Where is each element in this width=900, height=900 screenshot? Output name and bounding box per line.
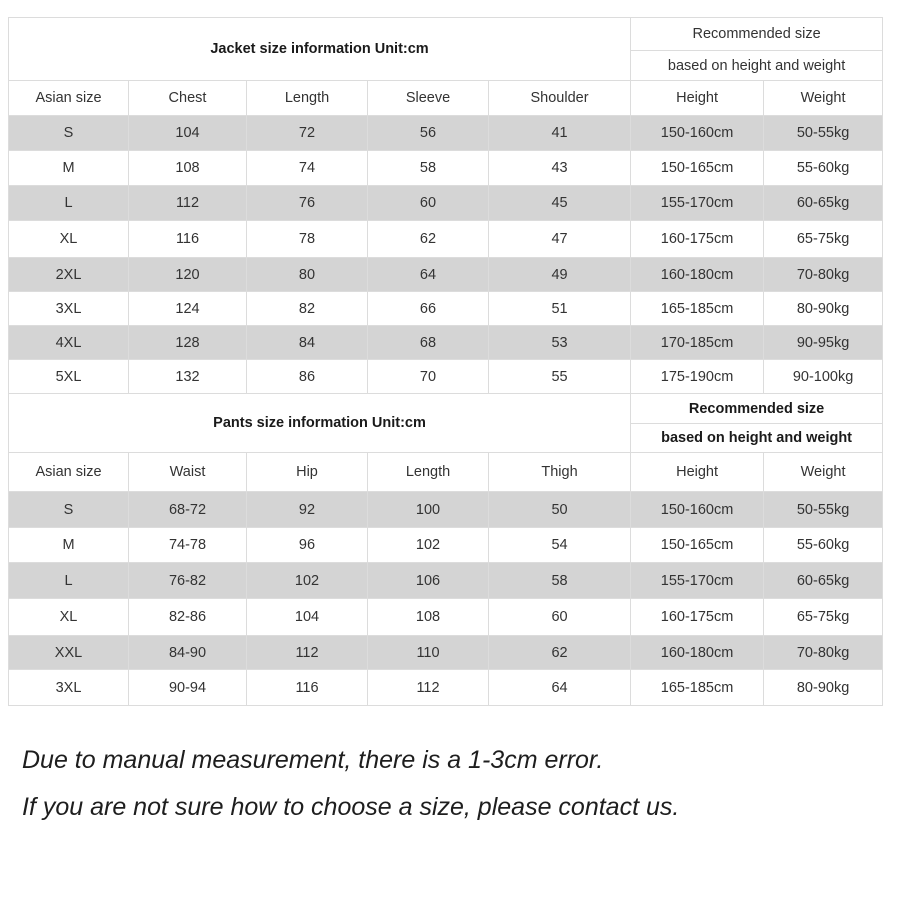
column-header: Length: [247, 81, 368, 116]
jacket-recommended-basis: based on height and weight: [631, 51, 883, 81]
table-cell: 76-82: [129, 563, 247, 599]
column-header: Asian size: [9, 81, 129, 116]
table-cell: 70-80kg: [764, 636, 883, 670]
table-cell: XL: [9, 599, 129, 636]
table-row: [9, 326, 883, 360]
table-cell: 50-55kg: [764, 492, 883, 528]
table-cell: 160-175cm: [631, 599, 764, 636]
table-cell: 165-185cm: [631, 670, 764, 706]
table-cell: XL: [9, 221, 129, 258]
column-header: Length: [368, 453, 489, 492]
table-cell: 80-90kg: [764, 670, 883, 706]
jacket-table-title: Jacket size information Unit:cm: [9, 18, 631, 81]
table-cell: L: [9, 186, 129, 221]
table-cell: 64: [368, 258, 489, 292]
table-cell: XXL: [9, 636, 129, 670]
table-cell: 90-94: [129, 670, 247, 706]
table-cell: 86: [247, 360, 368, 394]
table-row: [9, 360, 883, 394]
table-cell: 120: [129, 258, 247, 292]
pants-recommended-basis: based on height and weight: [631, 424, 883, 453]
column-header: Height: [631, 453, 764, 492]
size-chart-body: [9, 18, 883, 706]
table-cell: 165-185cm: [631, 292, 764, 326]
table-cell: 65-75kg: [764, 599, 883, 636]
table-cell: 104: [247, 599, 368, 636]
table-cell: 96: [247, 528, 368, 563]
table-cell: M: [9, 528, 129, 563]
table-cell: 4XL: [9, 326, 129, 360]
table-cell: 72: [247, 116, 368, 151]
table-cell: 3XL: [9, 292, 129, 326]
table-cell: 110: [368, 636, 489, 670]
table-cell: 84-90: [129, 636, 247, 670]
table-cell: 108: [368, 599, 489, 636]
table-cell: 160-180cm: [631, 636, 764, 670]
table-cell: 150-165cm: [631, 151, 764, 186]
table-cell: 58: [489, 563, 631, 599]
column-header: Shoulder: [489, 81, 631, 116]
table-cell: 70-80kg: [764, 258, 883, 292]
table-cell: 50: [489, 492, 631, 528]
table-cell: 84: [247, 326, 368, 360]
table-cell: 58: [368, 151, 489, 186]
table-cell: 60: [368, 186, 489, 221]
table-cell: 116: [247, 670, 368, 706]
table-row: [9, 258, 883, 292]
table-cell: 78: [247, 221, 368, 258]
table-cell: 175-190cm: [631, 360, 764, 394]
pants-table-title: Pants size information Unit:cm: [9, 394, 631, 453]
table-cell: 62: [489, 636, 631, 670]
table-cell: 76: [247, 186, 368, 221]
table-cell: 60-65kg: [764, 563, 883, 599]
table-cell: 68: [368, 326, 489, 360]
table-cell: 56: [368, 116, 489, 151]
table-cell: 65-75kg: [764, 221, 883, 258]
table-row: [9, 116, 883, 151]
table-cell: S: [9, 116, 129, 151]
table-cell: 82: [247, 292, 368, 326]
table-cell: 5XL: [9, 360, 129, 394]
table-row: [9, 151, 883, 186]
table-cell: 104: [129, 116, 247, 151]
table-row: [9, 186, 883, 221]
column-header: Height: [631, 81, 764, 116]
table-cell: 43: [489, 151, 631, 186]
table-cell: 55: [489, 360, 631, 394]
table-cell: 112: [247, 636, 368, 670]
table-cell: 54: [489, 528, 631, 563]
table-cell: 51: [489, 292, 631, 326]
table-cell: 155-170cm: [631, 186, 764, 221]
column-header: Asian size: [9, 453, 129, 492]
table-cell: 108: [129, 151, 247, 186]
table-cell: 102: [247, 563, 368, 599]
table-row: [9, 636, 883, 670]
table-cell: 132: [129, 360, 247, 394]
table-cell: 55-60kg: [764, 528, 883, 563]
table-cell: 160-180cm: [631, 258, 764, 292]
table-cell: 55-60kg: [764, 151, 883, 186]
table-cell: 92: [247, 492, 368, 528]
contact-us-note: If you are not sure how to choose a size, please contact us.: [22, 793, 680, 821]
table-cell: 64: [489, 670, 631, 706]
table-cell: 45: [489, 186, 631, 221]
column-header: Thigh: [489, 453, 631, 492]
table-cell: 47: [489, 221, 631, 258]
jacket-title-row: [9, 18, 883, 51]
table-cell: 90-100kg: [764, 360, 883, 394]
table-cell: 128: [129, 326, 247, 360]
table-cell: 60: [489, 599, 631, 636]
table-cell: 90-95kg: [764, 326, 883, 360]
table-cell: 100: [368, 492, 489, 528]
column-header: Sleeve: [368, 81, 489, 116]
table-cell: 80: [247, 258, 368, 292]
table-cell: 68-72: [129, 492, 247, 528]
table-cell: 66: [368, 292, 489, 326]
column-header: Waist: [129, 453, 247, 492]
table-cell: 102: [368, 528, 489, 563]
table-cell: 70: [368, 360, 489, 394]
table-cell: 112: [129, 186, 247, 221]
table-cell: 50-55kg: [764, 116, 883, 151]
table-cell: 150-160cm: [631, 116, 764, 151]
table-row: [9, 292, 883, 326]
column-header: Weight: [764, 453, 883, 492]
size-chart-table: [8, 17, 883, 706]
table-cell: 82-86: [129, 599, 247, 636]
table-cell: 124: [129, 292, 247, 326]
table-cell: 74: [247, 151, 368, 186]
measurement-error-note: Due to manual measurement, there is a 1-3cm error.: [22, 746, 604, 774]
table-row: [9, 492, 883, 528]
table-cell: 155-170cm: [631, 563, 764, 599]
table-cell: S: [9, 492, 129, 528]
table-cell: 74-78: [129, 528, 247, 563]
table-cell: 2XL: [9, 258, 129, 292]
table-cell: 160-175cm: [631, 221, 764, 258]
pants-header-row: [9, 453, 883, 492]
table-cell: 49: [489, 258, 631, 292]
table-cell: 116: [129, 221, 247, 258]
jacket-header-row: [9, 81, 883, 116]
table-cell: 150-160cm: [631, 492, 764, 528]
pants-recommended-label: Recommended size: [631, 394, 883, 424]
column-header: Chest: [129, 81, 247, 116]
jacket-recommended-label: Recommended size: [631, 18, 883, 51]
table-cell: 60-65kg: [764, 186, 883, 221]
column-header: Hip: [247, 453, 368, 492]
table-cell: 106: [368, 563, 489, 599]
table-cell: L: [9, 563, 129, 599]
table-row: [9, 599, 883, 636]
table-cell: 53: [489, 326, 631, 360]
table-cell: 41: [489, 116, 631, 151]
table-cell: 112: [368, 670, 489, 706]
column-header: Weight: [764, 81, 883, 116]
table-row: [9, 528, 883, 563]
table-cell: 3XL: [9, 670, 129, 706]
table-cell: 170-185cm: [631, 326, 764, 360]
table-row: [9, 221, 883, 258]
table-cell: M: [9, 151, 129, 186]
table-row: [9, 670, 883, 706]
table-cell: 62: [368, 221, 489, 258]
table-row: [9, 563, 883, 599]
table-cell: 150-165cm: [631, 528, 764, 563]
pants-title-row: [9, 394, 883, 424]
table-cell: 80-90kg: [764, 292, 883, 326]
